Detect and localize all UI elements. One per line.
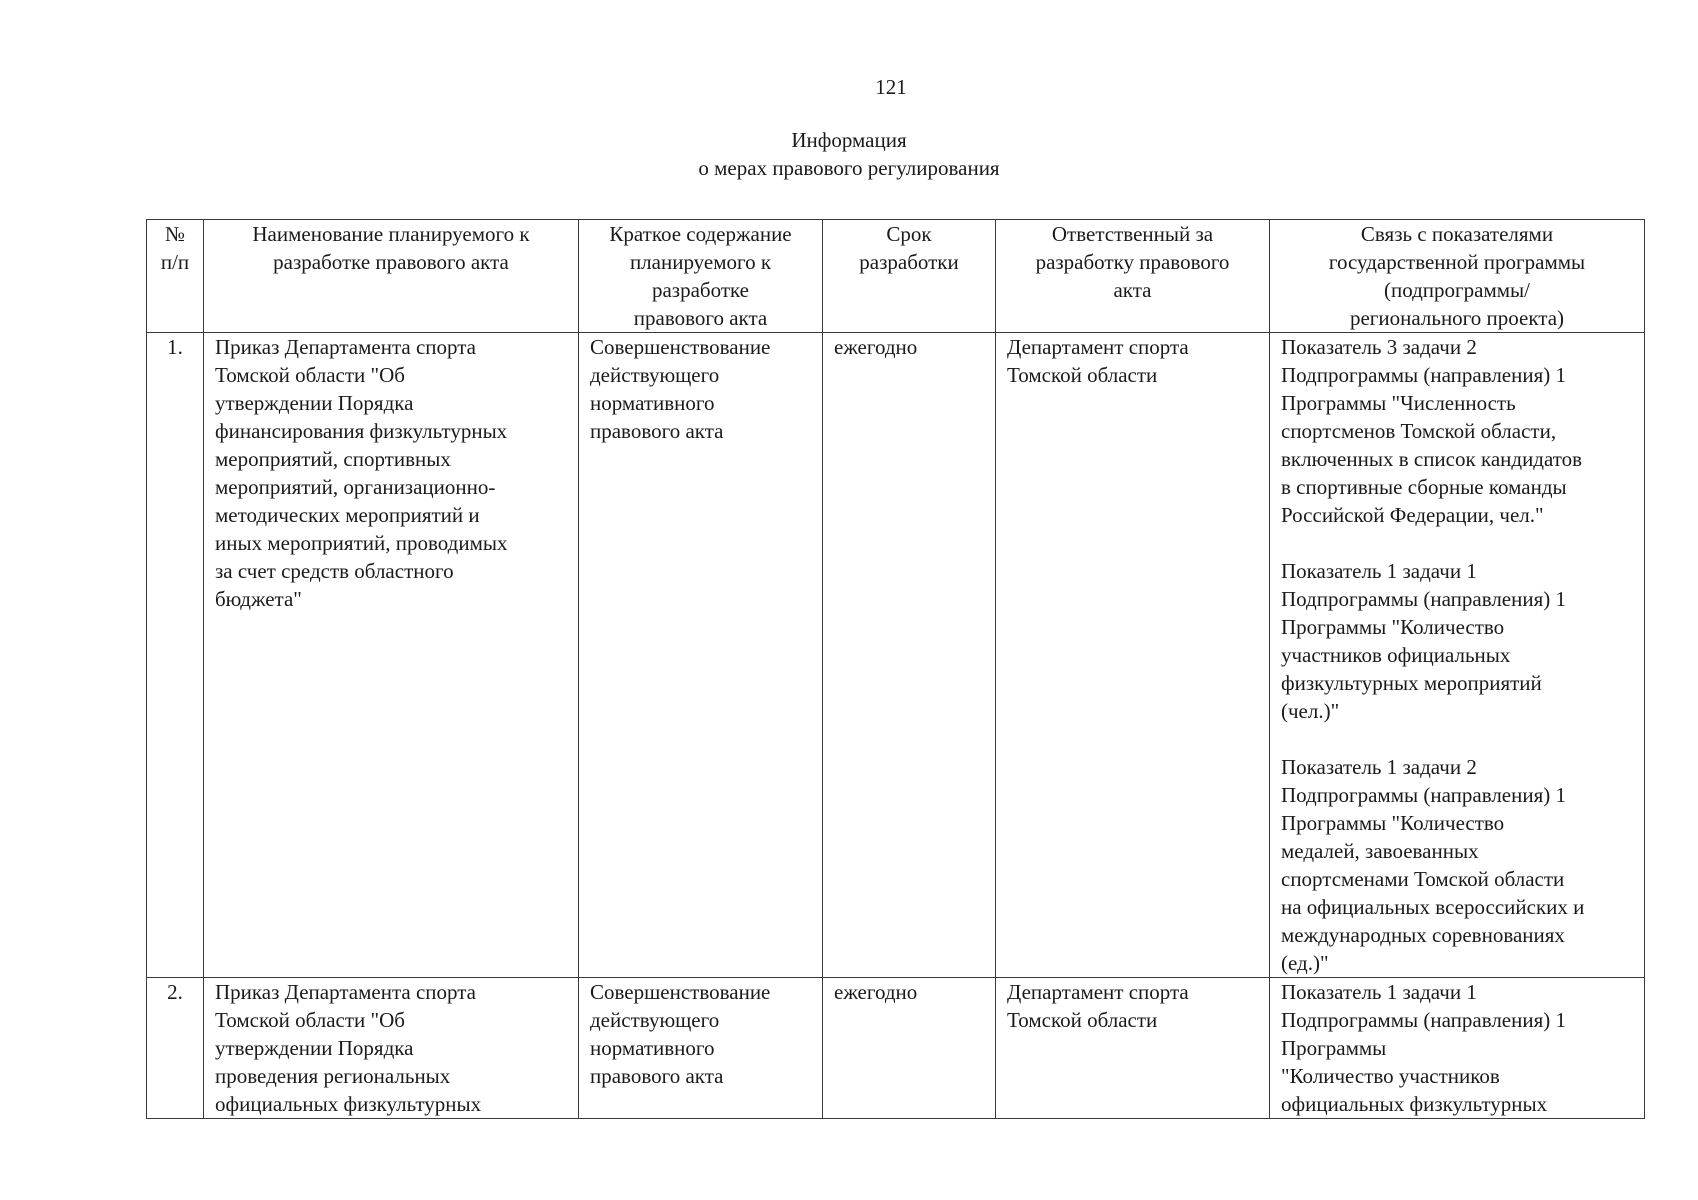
row-indicators <box>1270 333 1645 978</box>
indicator-text: Показатель 1 задачи 1 Подпрограммы (направления) 1 Программы "Количество участников официальных физкультурных мероприятий (чел.)" <box>1281 559 1567 723</box>
row-num: 2. <box>147 978 204 1119</box>
header-num: № п/п <box>147 220 204 333</box>
header-indicators-link: Связь с показателями государственной программы (подпрограммы/ регионального проекта) <box>1270 220 1645 333</box>
indicator-text: Показатель 3 задачи 2 Подпрограммы (направления) 1 Программы "Численность спортсменов Томской области, включенных в список кандидатов в спортивные сборные команды Российской Федерации, чел." <box>1281 335 1583 527</box>
row-responsible: Департамент спорта Томской области <box>996 978 1270 1119</box>
page-number: 121 <box>875 75 907 99</box>
document-title-line-2: о мерах правового регулирования <box>698 156 1000 180</box>
table-row <box>147 978 1645 1119</box>
indicator-text: Показатель 1 задачи 2 Подпрограммы (направления) 1 Программы "Количество медалей, завоеванных спортсменами Томской области на официальных всероссийских и международных соревнованиях (ед.)" <box>1281 755 1585 975</box>
table-header-row <box>147 220 1645 333</box>
row-summary: Совершенствование действующего нормативного правового акта <box>579 333 823 978</box>
indicator-text: Показатель 1 задачи 1 Подпрограммы (направления) 1 Программы "Количество участников официальных физкультурных <box>1281 980 1567 1116</box>
legal-measures-table <box>146 219 1645 1119</box>
row-term: ежегодно <box>823 333 996 978</box>
header-summary: Краткое содержание планируемого к разработке правового акта <box>579 220 823 333</box>
header-term: Срок разработки <box>823 220 996 333</box>
row-act-name: Приказ Департамента спорта Томской области "Об утверждении Порядка финансирования физкультурных мероприятий, спортивных мероприятий, организационно- методических мероприятий и иных мероприятий, проводимых за счет средств областного бюджета" <box>204 333 579 978</box>
row-responsible: Департамент спорта Томской области <box>996 333 1270 978</box>
document-title <box>0 126 1698 182</box>
document-title-line-1: Информация <box>791 128 907 152</box>
header-responsible: Ответственный за разработку правового акта <box>996 220 1270 333</box>
table-row <box>147 333 1645 978</box>
row-term: ежегодно <box>823 978 996 1119</box>
row-indicators <box>1270 978 1645 1119</box>
row-summary: Совершенствование действующего нормативного правового акта <box>579 978 823 1119</box>
row-act-name: Приказ Департамента спорта Томской области "Об утверждении Порядка проведения региональных официальных физкультурных <box>204 978 579 1119</box>
row-num: 1. <box>147 333 204 978</box>
header-act-name: Наименование планируемого к разработке правового акта <box>204 220 579 333</box>
